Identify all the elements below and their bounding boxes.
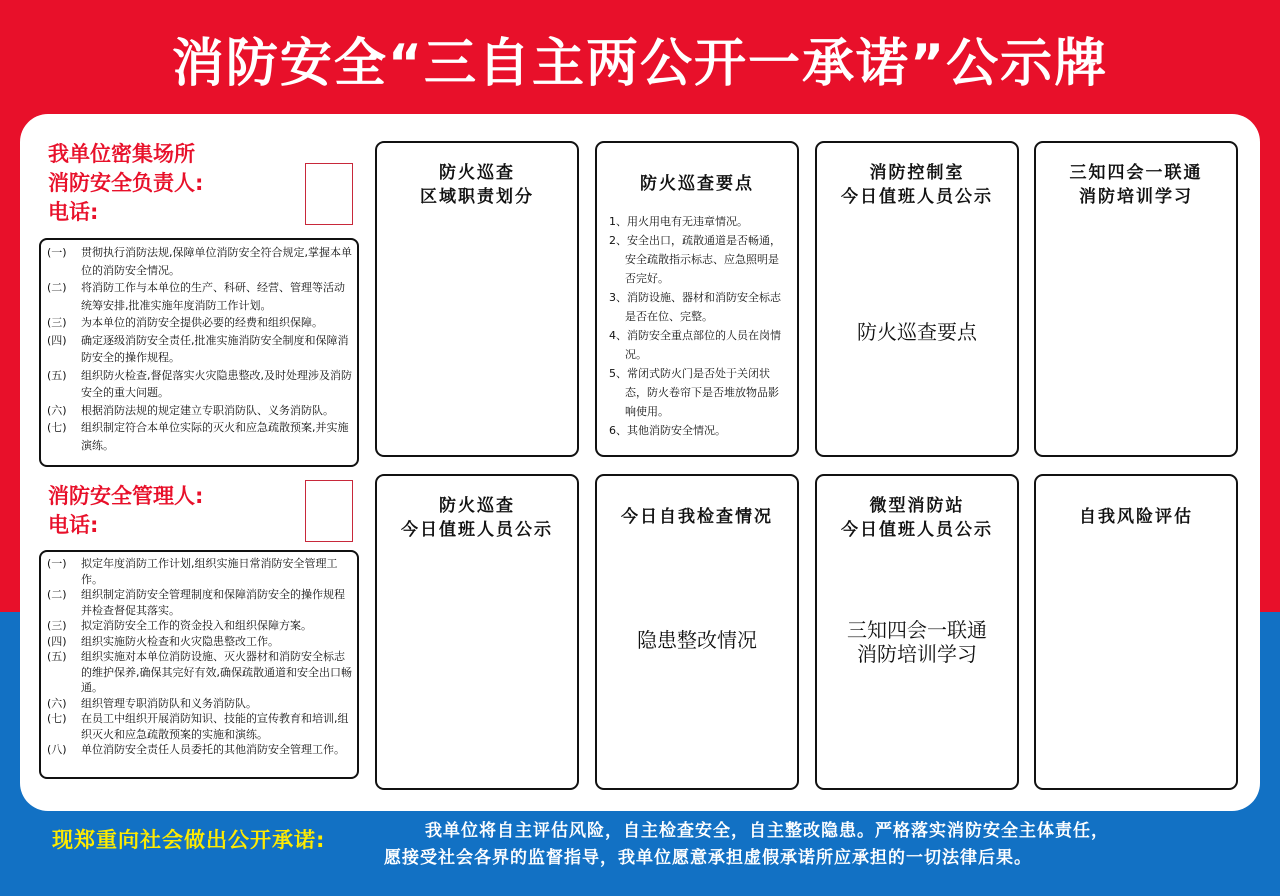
white-content-panel — [20, 114, 1260, 811]
list-item: 5、常闭式防火门是否处于关闭状态，防火卷帘下是否堆放物品影响使用。 — [609, 367, 779, 418]
card-mini-station-duty — [815, 474, 1019, 790]
duty-item: (七) 组织制定符合本单位实际的灭火和应急疏散预案,并实施演练。 — [47, 421, 349, 452]
duty-item: (三) 拟定消防安全工作的资金投入和组织保障方案。 — [47, 619, 312, 632]
card-center-text: 防火巡查要点 — [857, 320, 977, 344]
card-self-check — [595, 474, 799, 790]
board-title: 消防安全“三自主两公开一承诺”公示牌 — [171, 34, 1109, 94]
duty-item: (六) 根据消防法规的规定建立专职消防队、义务消防队。 — [47, 403, 334, 417]
manager-phone-label: 电话: — [48, 513, 99, 537]
card-title: 防火巡查要点 — [640, 174, 754, 194]
promise-label: 现郑重向社会做出公开承诺: — [52, 828, 326, 852]
card-center-text: 三知四会一联通 消防培训学习 — [847, 618, 987, 666]
principal-line-1: 我单位密集场所 — [48, 142, 195, 166]
principal-line-2: 消防安全负责人: — [48, 171, 204, 195]
duty-item: (四) 确定逐级消防安全责任,批准实施消防安全制度和保障消防安全的操作规程。 — [47, 333, 349, 364]
list-item: 1、用火用电有无违章情况。 — [609, 215, 748, 228]
card-title: 今日自我检查情况 — [621, 507, 773, 527]
duty-item: (一) 贯彻执行消防法规,保障单位消防安全符合规定,掌握本单位的消防安全情况。 — [47, 246, 352, 277]
card-risk-assessment — [1034, 474, 1238, 790]
duty-item: (四) 组织实施防火检查和火灾隐患整改工作。 — [47, 634, 279, 648]
duty-item: (八) 单位消防安全责任人员委托的其他消防安全管理工作。 — [47, 743, 345, 756]
card-patrol-area — [375, 141, 579, 457]
duty-item: (二) 组织制定消防安全管理制度和保障消防安全的操作规程并检查督促其落实。 — [47, 588, 345, 617]
duty-item: (六) 组织管理专职消防队和义务消防队。 — [47, 696, 257, 710]
promise-line-1: 我单位将自主评估风险，自主检查安全，自主整改隐患。严格落实消防安全主体责任， — [425, 821, 1109, 841]
card-title: 微型消防站 今日值班人员公示 — [841, 496, 993, 540]
duty-item: (五) 组织防火检查,督促落实火灾隐患整改,及时处理涉及消防安全的重大问题。 — [47, 368, 352, 399]
list-item: 3、消防设施、器材和消防安全标志是否在位、完整。 — [609, 291, 781, 323]
manager-photo-box — [305, 480, 353, 542]
card-patrol-points — [595, 141, 799, 457]
list-item: 4、消防安全重点部位的人员在岗情况。 — [609, 329, 781, 361]
patrol-points-list — [609, 212, 785, 440]
duty-item: (五) 组织实施对本单位消防设施、灭火器材和消防安全标志的维护保养,确保其完好有效,确保疏散通道和安全出口畅通。 — [47, 650, 352, 694]
card-center-text: 隐患整改情况 — [637, 628, 757, 652]
manager-heading — [48, 482, 203, 540]
principal-photo-box — [305, 163, 353, 225]
duty-item: (二) 将消防工作与本单位的生产、科研、经营、管理等活动统筹安排,批准实施年度消防工作计划。 — [47, 281, 345, 312]
duty-item: (一) 拟定年度消防工作计划,组织实施日常消防安全管理工作。 — [47, 557, 338, 586]
duty-item: (三) 为本单位的消防安全提供必要的经费和组织保障。 — [47, 316, 323, 329]
manager-duties-box — [39, 550, 359, 779]
card-title: 防火巡查 今日值班人员公示 — [401, 496, 553, 540]
promise-line-2: 愿接受社会各界的监督指导，我单位愿意承担虚假承诺所应承担的一切法律后果。 — [384, 848, 1032, 868]
card-title: 消防控制室 今日值班人员公示 — [841, 163, 993, 207]
principal-duties-box — [39, 238, 359, 467]
duty-item: (七) 在员工中组织开展消防知识、技能的宣传教育和培训,组织灭火和应急疏散预案的实施和演练。 — [47, 712, 349, 741]
card-title: 防火巡查 区域职责划分 — [420, 163, 534, 207]
manager-line-1: 消防安全管理人: — [48, 484, 204, 508]
list-item: 2、安全出口，疏散通道是否畅通，安全疏散指示标志、应急照明是否完好。 — [609, 234, 781, 285]
card-title: 三知四会一联通 消防培训学习 — [1069, 163, 1203, 207]
list-item: 6、其他消防安全情况。 — [609, 424, 726, 437]
card-title: 自我风险评估 — [1079, 507, 1193, 527]
principal-phone-label: 电话: — [48, 200, 99, 224]
card-training — [1034, 141, 1238, 457]
principal-heading — [48, 140, 203, 227]
card-patrol-duty — [375, 474, 579, 790]
card-control-room-duty — [815, 141, 1019, 457]
